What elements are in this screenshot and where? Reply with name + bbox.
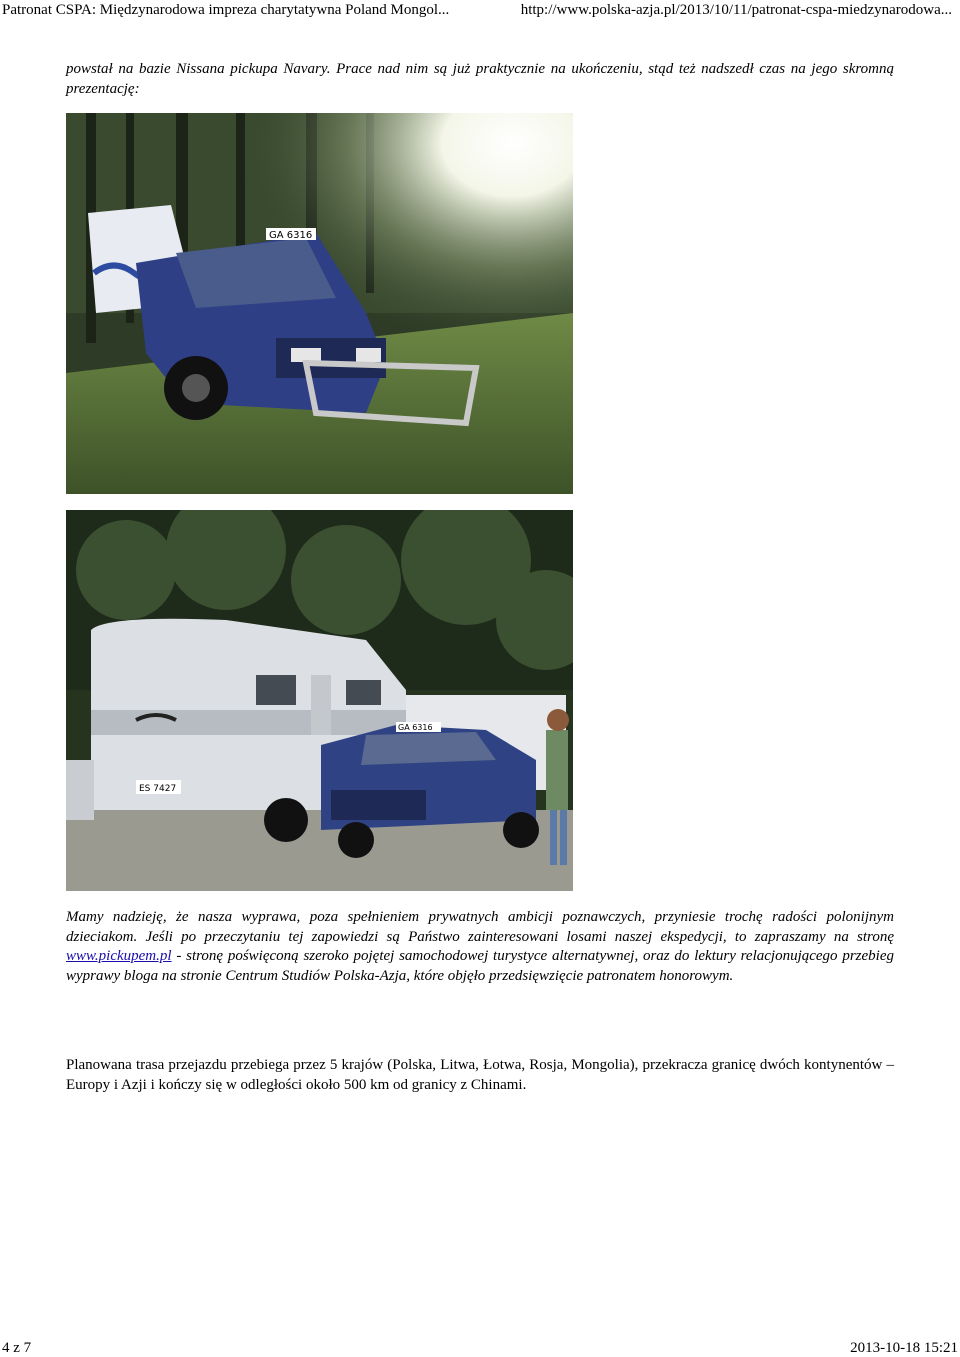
expedition-paragraph bbox=[66, 908, 894, 986]
expedition-text-before-link: Mamy nadzieję, że nasza wyprawa, poza spełnieniem prywatnych ambicji poznawczych, przyniesie trochę radości polonijnym dzieciakom. Jeśli po przeczytaniu tej zapowiedzi są Państwo zainteresowani losami naszej ekspedycji, to zapraszamy na stronę bbox=[66, 909, 894, 945]
photo-pickup-in-grass bbox=[66, 113, 573, 494]
page-number: 4 z 7 bbox=[2, 1340, 32, 1356]
page-header-url: http://www.polska-azja.pl/2013/10/11/patronat-cspa-miedzynarodowa... bbox=[520, 2, 952, 18]
photo-camper-and-pickup bbox=[66, 510, 573, 891]
route-paragraph: Planowana trasa przejazdu przebiega przez 5 krajów (Polska, Litwa, Łotwa, Rosja, Mongolia), przekracza granicę dwóch kontynentów – Europy i Azji i kończy się w odległości około 500 km od granicy z Chinami. bbox=[66, 1057, 894, 1093]
pickupem-link[interactable]: www.pickupem.pl bbox=[66, 948, 172, 964]
photo2-plate: GA 6316 bbox=[398, 723, 433, 732]
page-header-title: Patronat CSPA: Międzynarodowa impreza charytatywna Poland Mongol... bbox=[2, 2, 450, 18]
intro-paragraph: powstał na bazie Nissana pickupa Navary. Prace nad nim są już praktycznie na ukończeniu, stąd też nadszedł czas na jego skromną prezentację: bbox=[66, 61, 894, 97]
photo2-camper-plate: ES 7427 bbox=[139, 784, 177, 794]
expedition-text-after-link: - stronę poświęconą szeroko pojętej samochodowej turystyce alternatywnej, oraz do lektury relacjonującego przebieg wyprawy bloga na stronie Centrum Studiów Polska-Azja, które objęło przedsięwzięcie patronatem honorowym. bbox=[66, 948, 894, 984]
photo1-plate: GA 6316 bbox=[269, 230, 313, 241]
print-datetime: 2013-10-18 15:21 bbox=[850, 1340, 958, 1356]
